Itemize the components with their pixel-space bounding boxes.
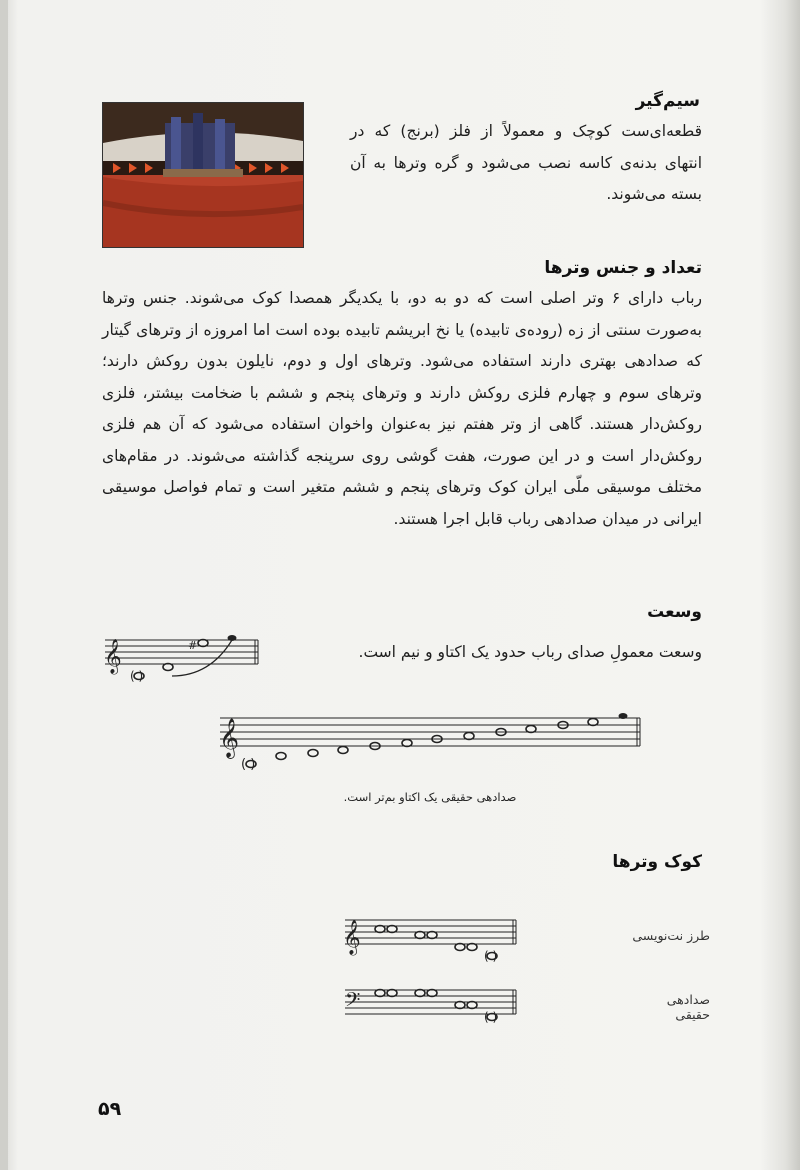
svg-text:𝄞: 𝄞 bbox=[104, 639, 122, 674]
svg-text:( ): ( ) bbox=[484, 949, 498, 963]
range-paragraph: وسعت معمولِ صدای رباب حدود یک اکتاو و نیم است. bbox=[358, 643, 702, 661]
bridge-paragraph: قطعه‌ای‌ست کوچک و معمولاً از فلز (برنج) که در انتهای بدنه‌ی کاسه نصب می‌شود و گره وترها به آن بسته می‌شوند. bbox=[350, 122, 702, 203]
bridge-heading: سیم‌گیر bbox=[635, 91, 700, 111]
range-notes bbox=[130, 635, 237, 683]
written-notation-label: طرز نت‌نویسی bbox=[632, 928, 710, 943]
range-caption: صدادهی حقیقی یک اکتاو بم‌تر است. bbox=[343, 790, 517, 804]
range-staff-large bbox=[215, 706, 645, 776]
page-number: ۵۹ bbox=[98, 1098, 122, 1120]
svg-text:𝄢: 𝄢 bbox=[345, 988, 361, 1016]
strings-heading: تعداد و جنس وترها bbox=[544, 258, 702, 278]
svg-text:𝄞: 𝄞 bbox=[343, 920, 361, 955]
strings-paragraph: رباب دارای ۶ وتر اصلی است که دو به دو، با یکدیگر همصدا کوک می‌شوند. جنس وترها به‌صورت سنتی از زه (روده‌ی تابیده) یا نخ ابریشم تابیده بوده است اما امروزه از وترهای گیتار که صدادهی بهتری دارند استفاده می‌شود. وترهای اول و دوم، نایلون بدون روکش دارند؛ وترهای سوم و چهارم فلزی روکش دارند و وترهای پنجم و ششم با ضخامت بیشتر، فلزی روکش‌دار هستند. گاهی از وتر هفتم نیز به‌عنوان واخوان استفاده می‌شود که آن هم فلزی روکش‌دار است و در این صورت، هفت گوشی روی سرپنجه گذاشته می‌شوند. در مقام‌های مختلف موسیقی ملّی ایران کوک وترهای پنجم و ششم متغیر است و تمام فواصل موسیقی ایرانی در میدان صدادهی رباب قابل اجرا هستند. bbox=[102, 289, 702, 528]
range-scale-notes bbox=[246, 719, 598, 768]
range-heading: وسعت bbox=[647, 602, 702, 622]
range-staff-small bbox=[100, 630, 260, 690]
svg-text:𝄞: 𝄞 bbox=[219, 718, 240, 758]
svg-text:( ): ( ) bbox=[130, 669, 144, 683]
tuning-treble-notes bbox=[375, 926, 497, 960]
svg-text:( ): ( ) bbox=[241, 757, 256, 772]
bridge-photo-illustration bbox=[103, 103, 303, 247]
bridge-photo bbox=[102, 102, 304, 248]
svg-text:( ): ( ) bbox=[484, 1010, 498, 1024]
page-spine-shadow bbox=[0, 0, 8, 1170]
actual-sound-label: صدادهی حقیقی bbox=[666, 992, 710, 1022]
svg-text:#: # bbox=[188, 639, 198, 652]
tuning-bass-notes bbox=[375, 990, 497, 1021]
tuning-treble-staff bbox=[340, 912, 520, 968]
tuning-bass-staff bbox=[340, 982, 520, 1028]
tuning-heading: کوک وترها bbox=[612, 852, 702, 872]
